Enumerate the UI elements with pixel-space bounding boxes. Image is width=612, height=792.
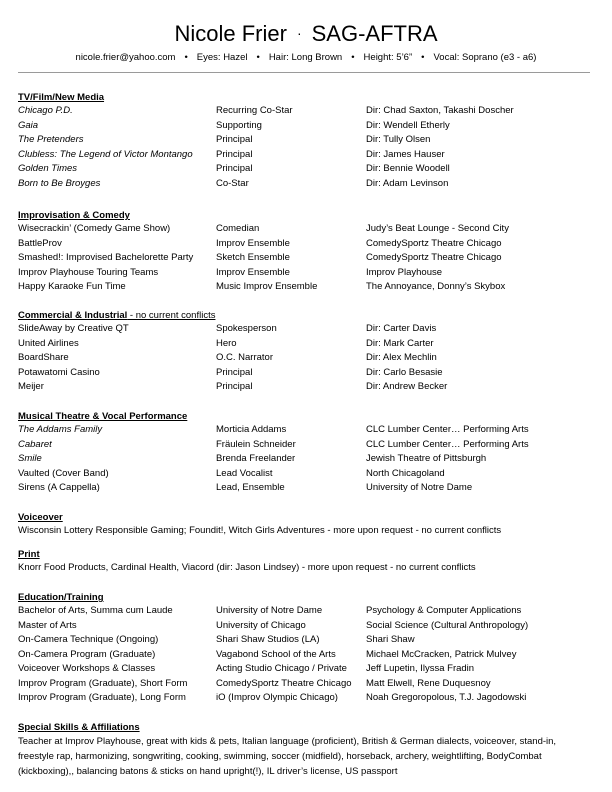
credit-role: Comedian <box>216 223 260 234</box>
credit-director: Dir: Adam Levinson <box>366 177 449 189</box>
credit-role: Supporting <box>216 119 262 131</box>
training-school: iO (Improv Olympic Chicago) <box>216 692 338 703</box>
contact-email: nicole.frier@yahoo.com <box>75 52 176 63</box>
training-program: Bachelor of Arts, Summa cum Laude <box>18 605 173 616</box>
training-focus: Shari Shaw <box>366 634 415 645</box>
section-education-training <box>18 591 592 706</box>
table-row <box>18 604 592 619</box>
credit-director: Dir: Tully Olsen <box>366 134 431 145</box>
table-row <box>18 619 592 634</box>
credit-title: Born to Be Broyges <box>18 177 101 189</box>
voiceover-credits: Wisconsin Lottery Responsible Gaming; Foundit!, Witch Girls Adventures - more upon request - no current conflicts <box>18 525 502 536</box>
credit-venue: CLC Lumber Center… Performing Arts <box>366 438 529 450</box>
credit-role: Morticia Addams <box>216 424 287 435</box>
training-program: On-Camera Program (Graduate) <box>18 648 156 660</box>
credit-venue: ComedySportz Theatre Chicago <box>366 252 502 263</box>
credit-title: Gaia <box>18 119 39 131</box>
training-focus: Jeff Lupetin, Ilyssa Fradin <box>366 663 475 674</box>
credit-title: Wisecrackin’ (Comedy Game Show) <box>18 223 171 234</box>
credit-director: Dir: Wendell Etherly <box>366 119 450 131</box>
table-row <box>18 380 592 395</box>
credit-venue: The Annoyance, Donny’s Skybox <box>366 281 506 292</box>
section-title: Education/Training <box>18 592 104 603</box>
credit-venue: Improv Playhouse <box>366 266 443 278</box>
credit-title: Sirens (A Cappella) <box>18 482 100 493</box>
section-title-line <box>18 309 592 322</box>
credit-title: Clubless: The Legend of Victor Montango <box>18 148 193 160</box>
training-school: Acting Studio Chicago / Private <box>216 663 347 674</box>
section-note: - no current conflicts <box>127 310 216 321</box>
actor-name: Nicole Frier <box>174 21 287 46</box>
contact-eyes: Eyes: Hazel <box>196 52 248 63</box>
training-program: On-Camera Technique (Ongoing) <box>18 634 159 645</box>
credit-venue: Judy’s Beat Lounge - Second City <box>366 223 509 234</box>
training-school: Vagabond School of the Arts <box>216 648 336 660</box>
credit-role: Brenda Freelander <box>216 453 296 464</box>
section-tv-film <box>18 91 592 191</box>
table-row <box>18 133 592 148</box>
section-title: Improvisation & Comedy <box>18 210 130 221</box>
credit-director: Dir: Alex Mechlin <box>366 352 437 363</box>
table-row <box>18 104 592 119</box>
section-title: TV/Film/New Media <box>18 92 105 103</box>
credit-title: Cabaret <box>18 438 52 450</box>
section-print <box>18 548 592 576</box>
training-school: University of Chicago <box>216 619 306 631</box>
credit-title: SlideAway by Creative QT <box>18 323 129 334</box>
section-title: Musical Theatre & Vocal Performance <box>18 411 188 422</box>
section-musical-theatre <box>18 410 592 496</box>
contact-separator: • <box>184 52 188 63</box>
table-row <box>18 337 592 352</box>
table-row <box>18 177 592 192</box>
section-title: Voiceover <box>18 512 63 523</box>
credit-director: Dir: Carter Davis <box>366 323 437 334</box>
credit-title: Potawatomi Casino <box>18 366 100 378</box>
training-school: Shari Shaw Studios (LA) <box>216 634 320 645</box>
contact-separator: • <box>421 52 425 63</box>
credit-role: Lead, Ensemble <box>216 482 285 493</box>
contact-separator: • <box>256 52 260 63</box>
special-skills-text: Teacher at Improv Playhouse, great with kids & pets, Italian language (proficient), British & German dialects, voiceover, stand-in, freestyle rap, harmonizing, songwriting, cooking, swimming, soccer (midfield), horseback, archery, weightlifting, BodyCombat (kickboxing),, balancing batons & sticks on hand upright(!), IL driver’s license, US passport <box>18 736 557 777</box>
section-special-skills <box>18 721 592 779</box>
contact-line <box>0 51 612 64</box>
credit-venue: Jewish Theatre of Pittsburgh <box>366 453 487 464</box>
table-row <box>18 322 592 337</box>
table-row <box>18 148 592 163</box>
table-row <box>18 366 592 381</box>
table-row <box>18 237 592 252</box>
table-row <box>18 162 592 177</box>
credit-title: Chicago P.D. <box>18 105 73 116</box>
section-voiceover <box>18 511 592 539</box>
table-row <box>18 452 592 467</box>
credit-role: Sketch Ensemble <box>216 252 290 263</box>
credit-director: Dir: Mark Carter <box>366 337 434 349</box>
table-row <box>18 351 592 366</box>
credit-director: Dir: Carlo Besasie <box>366 366 443 378</box>
credit-role: Principal <box>216 381 253 392</box>
credit-title: Improv Playhouse Touring Teams <box>18 266 159 278</box>
credit-venue: CLC Lumber Center… Performing Arts <box>366 424 529 435</box>
table-row <box>18 119 592 134</box>
training-focus: Social Science (Cultural Anthropology) <box>366 619 529 631</box>
training-program: Improv Program (Graduate), Short Form <box>18 677 188 689</box>
section-commercial-industrial <box>18 309 592 395</box>
contact-vocal: Vocal: Soprano (e3 - a6) <box>433 52 537 63</box>
table-row <box>18 691 592 706</box>
table-row <box>18 438 592 453</box>
credit-title: BattleProv <box>18 237 62 249</box>
credit-venue: North Chicagoland <box>366 467 445 479</box>
table-row <box>18 481 592 496</box>
credit-role: Spokesperson <box>216 323 277 334</box>
credit-role: Principal <box>216 148 253 160</box>
training-program: Improv Program (Graduate), Long Form <box>18 692 186 703</box>
credit-director: Dir: Chad Saxton, Takashi Doscher <box>366 105 514 116</box>
contact-separator: • <box>351 52 355 63</box>
credit-title: The Pretenders <box>18 134 84 145</box>
credit-role: Co-Star <box>216 177 249 189</box>
contact-height: Height: 5’6” <box>363 52 413 63</box>
header-divider <box>18 72 590 73</box>
credit-director: Dir: Bennie Woodell <box>366 163 450 174</box>
table-row <box>18 251 592 266</box>
credit-title: Happy Karaoke Fun Time <box>18 281 126 292</box>
training-school: University of Notre Dame <box>216 605 323 616</box>
credit-role: Improv Ensemble <box>216 266 290 278</box>
credit-role: Principal <box>216 163 253 174</box>
contact-hair: Hair: Long Brown <box>268 52 343 63</box>
credit-venue: University of Notre Dame <box>366 482 473 493</box>
table-row <box>18 677 592 692</box>
credit-role: Music Improv Ensemble <box>216 281 318 292</box>
credit-role: Recurring Co-Star <box>216 105 293 116</box>
credit-director: Dir: James Hauser <box>366 148 445 160</box>
table-row <box>18 662 592 677</box>
credit-role: Principal <box>216 134 253 145</box>
credit-role: Fräulein Schneider <box>216 438 296 450</box>
credit-title: The Addams Family <box>18 424 103 435</box>
section-title: Special Skills & Affiliations <box>18 722 140 733</box>
credit-role: Hero <box>216 337 237 349</box>
credit-title: Smile <box>18 453 42 464</box>
table-row <box>18 423 592 438</box>
training-focus: Michael McCracken, Patrick Mulvey <box>366 648 517 660</box>
credit-title: United Airlines <box>18 337 79 349</box>
section-improv-comedy <box>18 209 592 295</box>
credit-title: Meijer <box>18 381 44 392</box>
table-row <box>18 648 592 663</box>
section-title: Commercial & Industrial <box>18 310 128 321</box>
credit-role: Improv Ensemble <box>216 237 290 249</box>
credit-title: Vaulted (Cover Band) <box>18 467 109 479</box>
credit-role: Principal <box>216 366 253 378</box>
training-program: Voiceover Workshops & Classes <box>18 663 156 674</box>
table-row <box>18 266 592 281</box>
union-affiliation: SAG-AFTRA <box>311 21 438 46</box>
credit-role: O.C. Narrator <box>216 352 274 363</box>
table-row <box>18 222 592 237</box>
credit-title: Golden Times <box>18 163 78 174</box>
training-school: ComedySportz Theatre Chicago <box>216 677 352 689</box>
print-credits: Knorr Food Products, Cardinal Health, Viacord (dir: Jason Lindsey) - more upon request - no current conflicts <box>18 562 476 573</box>
training-program: Master of Arts <box>18 619 77 631</box>
credit-title: Smashed!: Improvised Bachelorette Party <box>18 252 194 263</box>
training-focus: Psychology & Computer Applications <box>366 605 522 616</box>
table-row <box>18 467 592 482</box>
table-row <box>18 633 592 648</box>
training-focus: Matt Elwell, Rene Duquesnoy <box>366 677 491 689</box>
credit-director: Dir: Andrew Becker <box>366 381 448 392</box>
section-title: Print <box>18 549 40 560</box>
resume-header-name <box>0 20 612 50</box>
credit-title: BoardShare <box>18 352 69 363</box>
table-row <box>18 280 592 295</box>
credit-venue: ComedySportz Theatre Chicago <box>366 237 502 249</box>
training-focus: Noah Gregoropolous, T.J. Jagodowski <box>366 692 527 703</box>
credit-role: Lead Vocalist <box>216 467 273 479</box>
name-separator-dot: · <box>296 25 302 41</box>
